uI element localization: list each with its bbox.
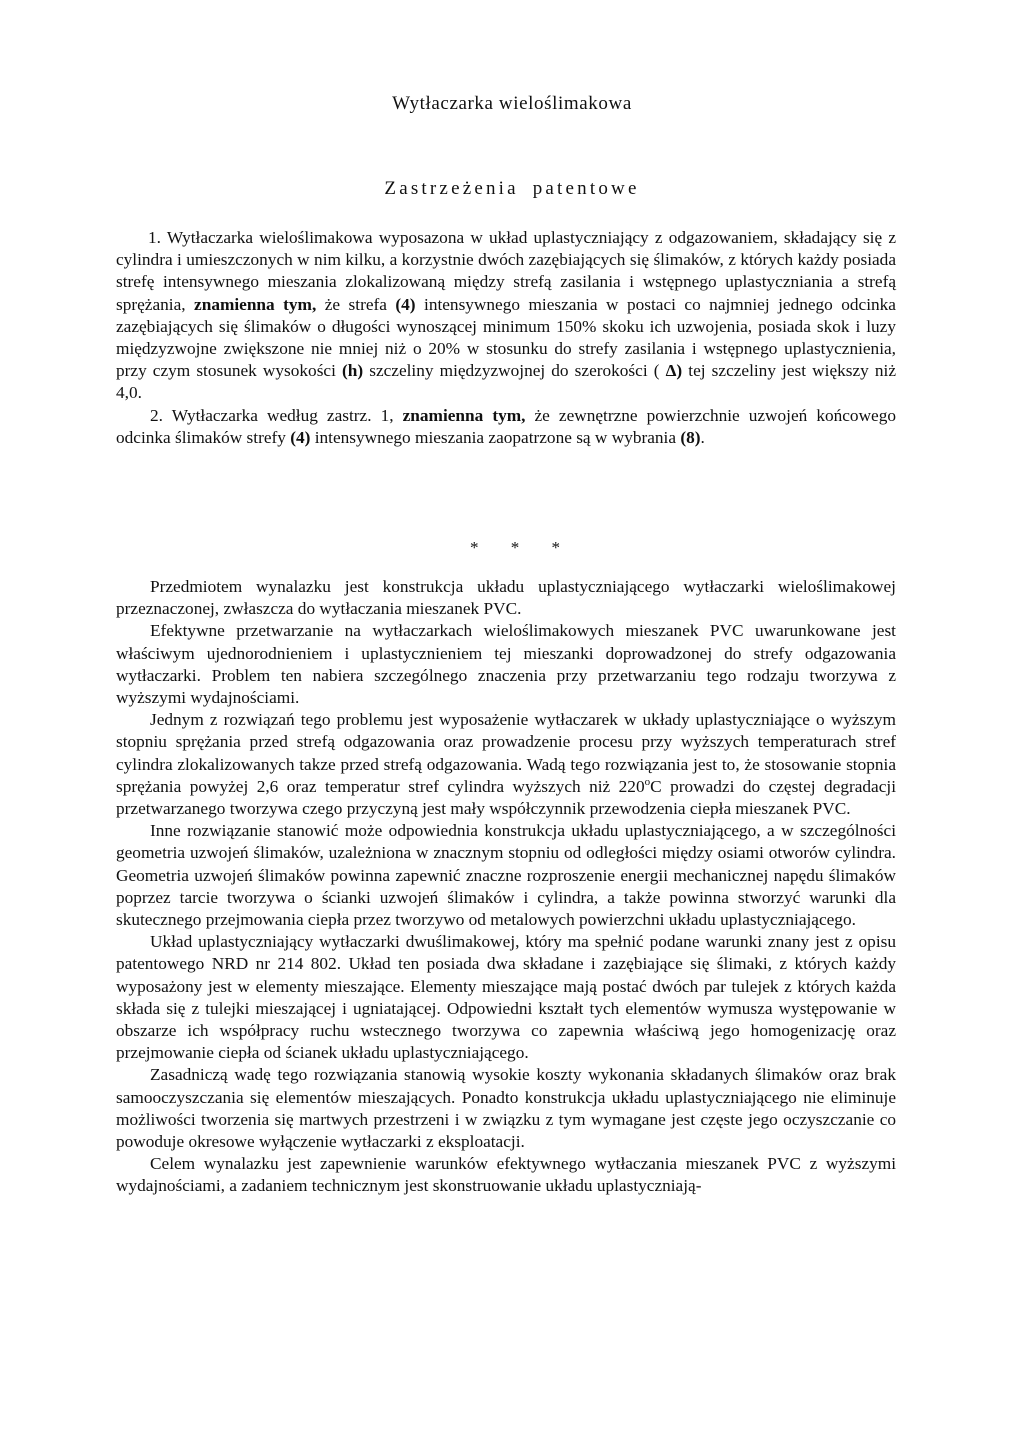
reference-symbol: (h) bbox=[342, 361, 364, 381]
reference-numeral: (4) bbox=[290, 427, 311, 447]
claim-1-text: że strefa bbox=[316, 294, 396, 314]
claim-2 bbox=[116, 405, 896, 449]
paragraph-text: Jednym z rozwiązań tego problemu jest wyposażenie wytłaczarek w układy uplastyczniające o wyższym stopniu sprężania przed strefą odgazowania oraz prowadzenie procesu przy wyższych temperaturach stref cylindra zlokalizowanych takze przed strefą odgazowania. Wadą tego rozwiązania jest to, że stosowanie stopnia sprężania powyżej 2,6 oraz temperatur stref cylindra wyższych niż 220 bbox=[116, 710, 896, 796]
paragraph-text: C prowadzi do częstej degradacji przetwarzanego tworzywa czego przyczyną jest mały współczynnik przewodzenia ciepła mieszanek PVC. bbox=[116, 776, 896, 819]
claim-2-text: 2. Wytłaczarka według zastrz. 1, bbox=[150, 405, 403, 425]
description-paragraph: Inne rozwiązanie stanowić może odpowiednia konstrukcja układu uplastyczniającego, a w szczególności geometria uzwojeń ślimaków, uzależniona w znacznym stopniu od odległości między osiami otworów cylindra. Geometria uzwojeń ślimaków powinna zapewnić znaczne rozproszenie energii mechanicznej napędu ślimaków poprzez tarcie tworzywa o ścianki uzwojeń ślimaków i cylindra, a także powinna stworzyć warunki dla skutecznego przejmowania ciepła przez tworzywo od metalowych powierzchni układu uplastyczniającego. bbox=[116, 821, 896, 930]
claim-1 bbox=[116, 227, 896, 405]
claim-2-text: . bbox=[700, 427, 705, 447]
claim-1-characterizing-phrase: znamienna tym, bbox=[194, 294, 317, 314]
claim-1-text: szczeliny międzyzwojnej do szerokości ( bbox=[363, 361, 666, 381]
description-paragraph bbox=[116, 709, 896, 820]
section-separator: * * * bbox=[470, 538, 574, 557]
description-paragraph: Zasadniczą wadę tego rozwiązania stanowią wysokie koszty wykonania składanych ślimaków oraz brak samooczyszczania się elementów mieszających. Ponadto konstrukcja układu uplastyczniającego nie eliminuje możliwości tworzenia się martwych przestrzeni i w związku z tym wymagane jest częste jego oczyszczanie co powoduje okresowe wyłączenie wytłaczarki z eksploatacji. bbox=[116, 1065, 896, 1152]
document-title: Wytłaczarka wieloślimakowa bbox=[392, 93, 632, 114]
claim-1-text: intensywnego mieszania w postaci co najmniej jednego odcinka zazębiających się ślimaków o długości wynoszącej minimum 150% skoku ich uzwojenia, posiada skok i luzy międzyzwojne zwiększone nie mniej niż o 20% w stosunku do strefy zasilania i wstępnego uplastycznienia, przy czym stosunek wysokości bbox=[116, 294, 896, 381]
claim-1-text: 1. Wytłaczarka wieloślimakowa wyposazona w układ uplastyczniający z odgazowaniem, składający się z cylindra i umieszczonych w nim kilku, a korzystnie dwóch zazębiających się ślimaków, z których każdy posiada strefę intensywnego mieszania zlokalizowaną między strefą zasilania i wstępnego uplastyczniania a strefą sprężania, bbox=[116, 228, 896, 314]
description-paragraph: Przedmiotem wynalazku jest konstrukcja układu uplastyczniającego wytłaczarki wieloślimakowej przeznaczonej, zwłaszcza do wytłaczania mieszanek PVC. bbox=[116, 577, 896, 619]
claim-2-text: że zewnętrzne powierzchnie uzwojeń końcowego odcinka ślimaków strefy bbox=[116, 405, 897, 447]
claim-2-characterizing-phrase: znamienna tym, bbox=[402, 405, 526, 425]
claims-heading: Zastrzeżenia patentowe bbox=[384, 178, 640, 199]
claim-2-text: intensywnego mieszania zaopatrzone są w wybrania bbox=[310, 427, 681, 447]
description-paragraph: Układ uplastyczniający wytłaczarki dwuślimakowej, który ma spełnić podane warunki znany jest z opisu patentowego NRD nr 214 802. Układ ten posiada dwa składane i zazębiające się ślimaki, z których każdy wyposażony jest w elementy mieszające. Elementy mieszające mają postać dwóch par tulejek z których każda składa się z tulejki mieszającej i ugniatającej. Odpowiedni kształt tych elementów wymusza występowanie w obszarze ich współpracy ruchu wstecznego tworzywa co zapewnia właściwą jego homogenizację oraz przejmowanie ciepła od ścianek układu uplastyczniającego. bbox=[116, 932, 896, 1063]
reference-numeral: (8) bbox=[680, 427, 701, 447]
degree-superscript: o bbox=[644, 776, 651, 789]
description-paragraph: Efektywne przetwarzanie na wytłaczarkach wieloślimakowych mieszanek PVC uwarunkowane jest właściwym ujednorodnieniem i uplastycznieniem tej mieszanki doprowadzonej do strefy odgazowania wytłaczarki. Problem ten nabiera szczególnego znaczenia przy przetwarzaniu tego rodzaju tworzywa z wyższymi wydajnościami. bbox=[116, 621, 896, 708]
reference-numeral: (4) bbox=[395, 294, 416, 314]
description-section bbox=[116, 576, 896, 1198]
reference-symbol: Δ) bbox=[665, 361, 683, 381]
description-paragraph: Celem wynalazku jest zapewnienie warunków efektywnego wytłaczania mieszanek PVC z wyższymi wydajnościami, a zadaniem technicznym jest skonstruowanie układu uplastyczniają- bbox=[116, 1154, 896, 1196]
claim-1-text: tej szczeliny jest większy niż 4,0. bbox=[116, 361, 897, 403]
claims-section bbox=[116, 227, 896, 449]
